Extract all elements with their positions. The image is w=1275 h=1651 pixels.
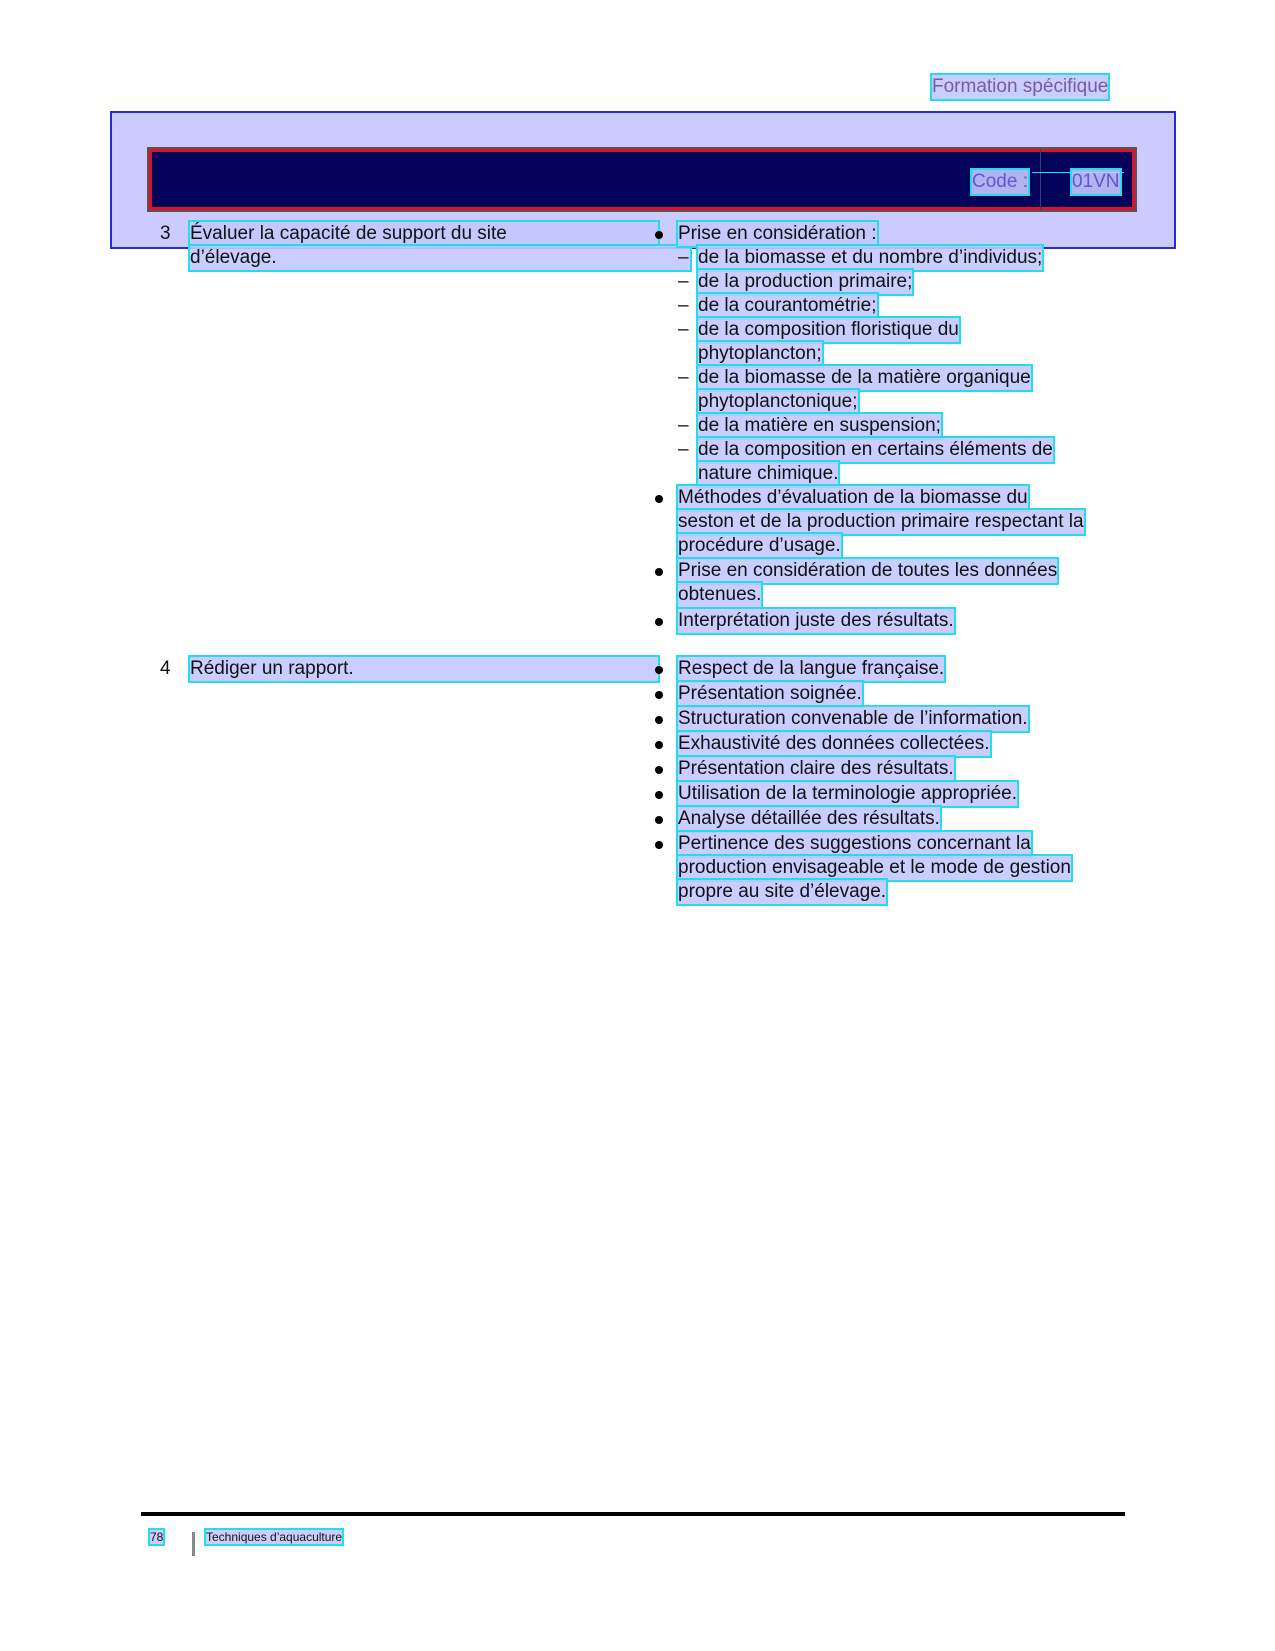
code-value: 01VN: [1072, 171, 1120, 192]
sub-criterion: de la courantométrie;: [698, 295, 877, 316]
code-label: Code :: [972, 171, 1028, 192]
bullet: [655, 231, 663, 239]
bullet: [655, 716, 663, 724]
performance-criterion: Présentation soignée.: [678, 683, 862, 704]
criterion-number: 3: [160, 223, 171, 244]
sub-criterion: de la matière en suspension;: [698, 415, 941, 436]
sub-criterion-cont: phytoplanctonique;: [698, 391, 858, 412]
bullet: [655, 766, 663, 774]
dash-marker: –: [678, 367, 689, 388]
criterion-text: Évaluer la capacité de support du site: [190, 222, 658, 246]
sub-criterion: de la biomasse et du nombre d’individus;: [698, 247, 1043, 268]
bullet: [655, 495, 663, 503]
criterion-number: 4: [160, 658, 171, 679]
performance-criterion-cont: procédure d’usage.: [678, 535, 841, 556]
sub-criterion: de la composition en certains éléments de: [698, 439, 1053, 460]
footer-page-number: 78: [150, 1530, 164, 1544]
criterion-text: d’élevage.: [190, 246, 690, 270]
performance-criterion: Prise en considération de toutes les données: [678, 560, 1058, 581]
performance-criterion: Utilisation de la terminologie appropriée.: [678, 783, 1018, 804]
performance-criterion: Présentation claire des résultats.: [678, 758, 954, 779]
sub-criterion: de la composition floristique du: [698, 319, 959, 340]
performance-criterion: Interprétation juste des résultats.: [678, 610, 954, 631]
bullet: [655, 618, 663, 626]
section-header-label: Formation spécifique: [932, 76, 1109, 97]
bullet: [655, 741, 663, 749]
footer-separator: [192, 1532, 195, 1556]
bullet: [655, 691, 663, 699]
bullet: [655, 816, 663, 824]
performance-criterion: Respect de la langue française.: [678, 658, 945, 679]
performance-criterion: Méthodes d’évaluation de la biomasse du: [678, 487, 1028, 508]
dash-marker: –: [678, 271, 689, 292]
bullet: [655, 791, 663, 799]
sub-criterion-cont: phytoplancton;: [698, 343, 822, 364]
footer-doc-title: Techniques d’aquaculture: [206, 1530, 343, 1544]
performance-criterion: Structuration convenable de l’information.: [678, 708, 1028, 729]
performance-criterion: Pertinence des suggestions concernant la: [678, 833, 1031, 854]
bullet: [655, 666, 663, 674]
dash-marker: –: [678, 295, 689, 316]
dash-marker: –: [678, 415, 689, 436]
bullet: [655, 568, 663, 576]
performance-criterion-cont: obtenues.: [678, 584, 762, 605]
title-bar-divider: [1040, 149, 1041, 210]
performance-criterion-cont: seston et de la production primaire respectant la: [678, 511, 1084, 532]
sub-criterion: de la production primaire;: [698, 271, 913, 292]
footer-rule: [141, 1512, 1125, 1516]
performance-criterion: Prise en considération :: [678, 223, 877, 244]
bullet: [655, 841, 663, 849]
dash-marker: –: [678, 319, 689, 340]
dash-marker: –: [678, 439, 689, 460]
criterion-text: Rédiger un rapport.: [190, 657, 658, 681]
dash-marker: –: [678, 247, 689, 268]
performance-criterion-cont: production envisageable et le mode de gestion: [678, 857, 1071, 878]
sub-criterion: de la biomasse de la matière organique: [698, 367, 1031, 388]
performance-criterion: Exhaustivité des données collectées.: [678, 733, 990, 754]
sub-criterion-cont: nature chimique.: [698, 463, 839, 484]
performance-criterion-cont: propre au site d’élevage.: [678, 881, 887, 902]
performance-criterion: Analyse détaillée des résultats.: [678, 808, 940, 829]
